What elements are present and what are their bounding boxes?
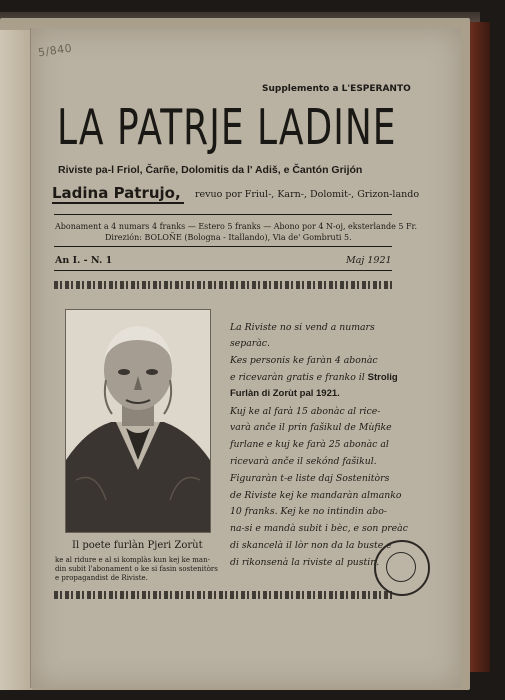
caption-note-line: din subit l'abonament o ke si fasin sostenitòrs bbox=[55, 565, 218, 573]
body-line: 10 franks. Kej ke no intindin abo- bbox=[230, 506, 387, 517]
body-line: La Riviste no si vend a numars bbox=[230, 322, 375, 333]
body-line: na-si e mandà subit i bèc, e son preàc bbox=[230, 523, 408, 534]
left-page-edge bbox=[0, 30, 32, 690]
body-line: di rikonsenà la riviste al pustin. bbox=[230, 557, 380, 568]
imprint-bottom-rule bbox=[54, 246, 392, 247]
issue-number: An I. - N. 1 bbox=[55, 255, 113, 266]
body-line: di skancelà il lòr non da la buste e bbox=[230, 540, 392, 551]
body-line: furlane e kuj ke farà 25 abonàc al bbox=[230, 439, 389, 450]
ladina-tagline: revuo por Friul-, Karn-, Dolomit-, Grizon-lando bbox=[195, 189, 420, 200]
body-line: separàc. bbox=[230, 338, 270, 349]
body-line: Kes personis ke faràn 4 abonàc bbox=[230, 355, 378, 366]
ladina-title: Ladina Patrujo, bbox=[52, 184, 181, 202]
page-title: LA PATRJE LADINE bbox=[57, 101, 397, 157]
library-stamp bbox=[374, 540, 430, 596]
imprint-top-rule bbox=[54, 214, 392, 215]
title-underline bbox=[52, 202, 184, 204]
direction-line: Direzión: BOLOÑE (Bologna - Itallando), Via de' Gombruti 5. bbox=[105, 233, 352, 242]
body-line: Figuraràn t-e liste daj Sostenitòrs bbox=[230, 473, 390, 484]
body-line: Furlàn di Zorùt pal 1921. bbox=[230, 388, 340, 399]
portrait-caption: Il poete furlàn Pjeri Zorùt bbox=[72, 540, 203, 551]
supplement-line: Supplemento a L'ESPERANTO bbox=[262, 84, 411, 94]
body-line: ricevarà anče il sekónd fašikul. bbox=[230, 456, 377, 467]
body-line: Kuj ke al farà 15 abonàc al rice- bbox=[230, 406, 381, 417]
caption-note-line: e propagandist de Riviste. bbox=[55, 574, 148, 582]
issue-date: Maj 1921 bbox=[346, 255, 392, 266]
caption-note-line: ke al ridure e al si komplàs kun kej ke man- bbox=[55, 556, 210, 564]
ornament-border-bottom bbox=[54, 591, 392, 599]
body-line: de Riviste kej ke mandaràn almanko bbox=[230, 490, 402, 501]
body-line: varà anče il prin fašikul de Mùfike bbox=[230, 422, 392, 433]
page-subtitle: Riviste pa-l Friol, Čarñe, Dolomitis da l' Adiš, e Čantón Grijón bbox=[58, 164, 363, 176]
ornament-border-top bbox=[54, 281, 392, 289]
body-line: e ricevaràn gratis e franko il Strolig bbox=[230, 372, 398, 383]
shelfmark-note: 5/840 bbox=[37, 41, 73, 60]
issue-rule bbox=[54, 270, 392, 271]
subscription-line: Abonament a 4 numars 4 franks — Estero 5 franks — Abono por 4 N-oj, eksterlande 5 Fr. bbox=[55, 222, 418, 231]
portrait-image bbox=[65, 309, 211, 533]
